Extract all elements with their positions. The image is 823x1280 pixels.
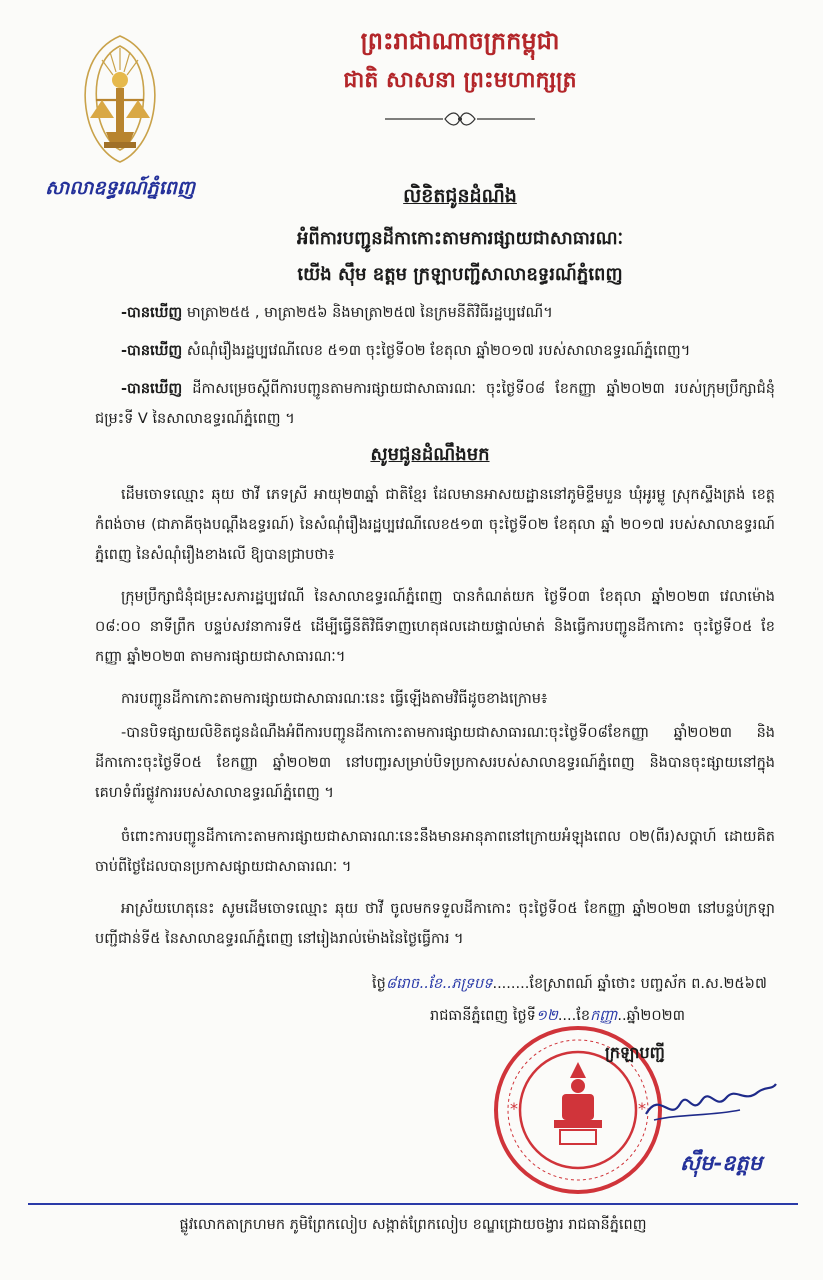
body-paragraph: -បានបិទផ្សាយលិខិតជូនដំណឹងអំពីការបញ្ជូនដីកាកោះតាមការផ្សាយជាសាធារណៈចុះថ្ងៃទី០៨ខែកញ្ញា ឆ្នាំ២០២៣ និងដីកាកោះចុះថ្ងៃទី០៥ ខែកញ្ញា ឆ្នាំ២០២៣ នៅបញ្ជរសម្រាប់បិទប្រកាសរបស់សាលាឧទ្ធរណ៍ភ្នំពេញ និងបានចុះផ្សាយនៅក្នុងគេហទំព័រផ្លូវការរបស់សាលាឧទ្ធរណ៍ភ្នំពេញ ។	[95, 725, 775, 801]
lunar-date-suffix: ........ខែស្រាពណ៍ ឆ្នាំថោះ បញ្ចស័ក ព.ស.២៥៦៧	[492, 976, 767, 992]
body-paragraph: ដើមចោទឈ្មោះ ឆុយ ថាវី ភេទស្រី អាយុ២៣ឆ្នាំ ជាតិខ្មែរ ដែលមានអាសយដ្ឋាននៅភូមិខ្ទឹមបួន ឃុំអូរម្លូ ស្រុកស្ទឹងត្រង់ ខេត្តកំពង់ចាម (ជាភាគីចុងបណ្តឹងឧទ្ធរណ៍) នៃសំណុំរឿងរដ្ឋប្បវេណីលេខ៥១៣ ចុះថ្ងៃទី០២ ខែតុលា ឆ្នាំ ២០១៧ របស់សាលាឧទ្ធរណ៍ភ្នំពេញ នៃសំណុំរឿងខាងលើ ឱ្យបានជ្រាបថា៖	[95, 487, 775, 563]
consideration-lead: -បានឃើញ	[121, 343, 183, 359]
signer-name: ស៊ឹម-ឧត្តម	[680, 1150, 763, 1175]
body-paragraph: អាស្រ័យហេតុនេះ សូមដើមចោទឈ្មោះ ឆុយ ថាវី ចូលមកទទួលដីកាកោះ ចុះថ្ងៃទី០៥ ខែកញ្ញា ឆ្នាំ២០២៣ នៅបន្ទប់ក្រឡាបញ្ជីជាន់ទី៥ នៃសាលាឧទ្ធរណ៍ភ្នំពេញ នៅរៀងរាល់ម៉ោងនៃថ្ងៃធ្វើការ ។	[95, 901, 775, 947]
consideration-2	[95, 336, 775, 366]
kingdom-motto: ជាតិ សាសនា ព្រះមហាក្សត្រ	[343, 67, 577, 93]
document-subject: អំពីការបញ្ជូនដីកាកោះតាមការផ្សាយជាសាធារណៈ	[296, 228, 624, 249]
consideration-text: ដីកាសម្រេចស្តីពីការបញ្ជូនតាមការផ្សាយជាសាធារណៈ ចុះថ្ងៃទី០៨ ខែកញ្ញា ឆ្នាំ២០២៣ របស់ក្រុមប្រឹក្សាជំនុំជម្រះទី V នៃសាលាឧទ្ធរណ៍ភ្នំពេញ ។	[95, 381, 775, 427]
svg-text:*: *	[638, 1099, 646, 1118]
consideration-text: សំណុំរឿងរដ្ឋប្បវេណីលេខ ៥១៣ ចុះថ្ងៃទី០២ ខែតុលា ឆ្នាំ២០១៧ របស់សាលាឧទ្ធរណ៍ភ្នំពេញ។	[182, 343, 691, 359]
lunar-date-prefix: ថ្ងៃ	[372, 976, 386, 992]
issuing-authority: យើង ស៊ឹម ឧត្តម ក្រឡាបញ្ជីសាលាឧទ្ធរណ៍ភ្នំពេញ	[297, 264, 623, 285]
svg-text:*: *	[510, 1099, 518, 1118]
lunar-date-handwritten: ៨រោច..ខែ..ភទ្របទ	[385, 976, 493, 992]
solar-date-mid: ....ខែ	[557, 1008, 591, 1024]
solar-date-day: ១២	[535, 1008, 558, 1024]
solar-date-month: កញ្ញា	[590, 1008, 618, 1024]
consideration-1	[95, 298, 775, 328]
signature-icon	[640, 1070, 780, 1130]
footer-address: ផ្លូវលោកតាក្រហមក ភូមិព្រែកលៀប សង្កាត់ព្រែកលៀប ខណ្ឌជ្រោយចង្វារ រាជធានីភ្នំពេញ	[179, 1217, 647, 1233]
court-name: សាលាឧទ្ធរណ៍ភ្នំពេញ	[45, 177, 195, 199]
kingdom-title: ព្រះរាជាណាចក្រកម្ពុជា	[360, 26, 560, 55]
consideration-3	[95, 374, 775, 434]
court-emblem-icon	[72, 28, 168, 168]
body-paragraph: ចំពោះការបញ្ជូនដីកាកោះតាមការផ្សាយជាសាធារណៈនេះនឹងមានអានុភាពនៅក្រោយអំឡុងពេល ០២(ពីរ)សប្តាហ៍ ដោយគិតចាប់ពីថ្ងៃដែលបានប្រកាសផ្សាយជាសាធារណៈ ។	[95, 829, 775, 875]
footer-divider	[28, 1203, 798, 1205]
solar-date-prefix: រាជធានីភ្នំពេញ ថ្ងៃទី	[430, 1008, 536, 1024]
ornament-divider-icon	[385, 110, 535, 128]
consideration-lead: -បានឃើញ	[121, 305, 183, 321]
lunar-date-line	[372, 972, 792, 996]
section-heading: សូមជូនដំណឹងមក	[370, 444, 490, 465]
consideration-text: មាត្រា២៥៥ , មាត្រា២៥៦ និងមាត្រា២៥៧ នៃក្រមនីតិវិធីរដ្ឋប្បវេណី។	[182, 305, 553, 321]
solar-date-suffix: ..ឆ្នាំ២០២៣	[617, 1008, 686, 1024]
document-title: លិខិតជូនដំណឹង	[403, 185, 517, 207]
signer-title: ក្រឡាបញ្ជី	[605, 1043, 665, 1062]
consideration-lead: -បានឃើញ	[121, 381, 183, 397]
body-paragraph: ការបញ្ជូនដីកាកោះតាមការផ្សាយជាសាធារណៈនេះ ធ្វើឡើងតាមវិធីដូចខាងក្រោម៖	[121, 691, 548, 707]
body-paragraph: ក្រុមប្រឹក្សាជំនុំជម្រះសភារដ្ឋប្បវេណី នៃសាលាឧទ្ធរណ៍ភ្នំពេញ បានកំណត់យក ថ្ងៃទី០៣ ខែតុលា ឆ្នាំ២០២៣ វេលាម៉ោង ០៨:០០ នាទីព្រឹក បន្ទប់សវនាការទី៥ ដើម្បីធ្វើនីតិវិធីទាញហេតុផលដោយផ្ទាល់មាត់ និងធ្វើការបញ្ជូនដីកាកោះ ចុះថ្ងៃទី០៥ ខែកញ្ញា ឆ្នាំ២០២៣ តាមការផ្សាយជាសាធារណៈ។	[95, 589, 775, 665]
